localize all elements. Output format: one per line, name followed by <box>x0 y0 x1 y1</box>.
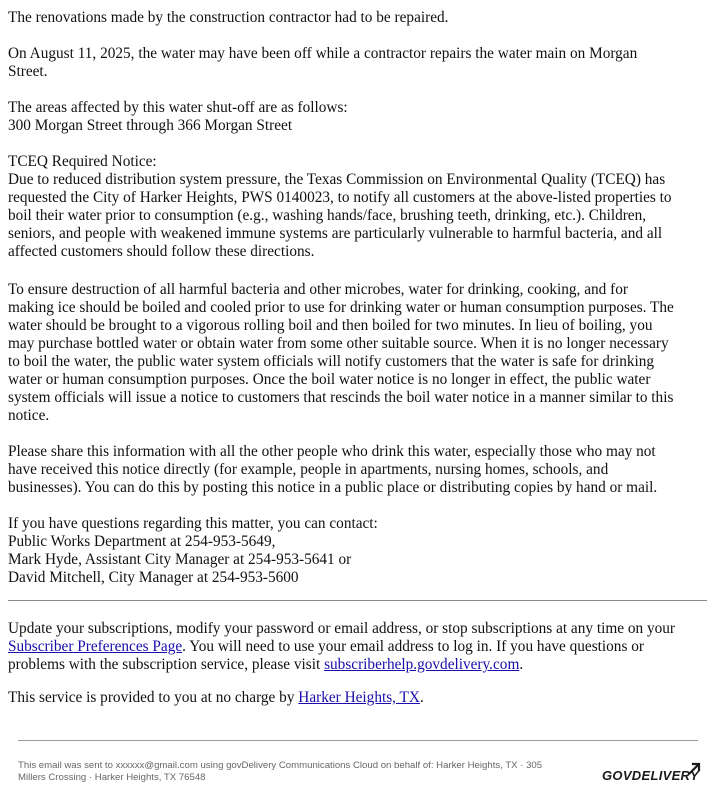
text-fragment: This service is provided to you at no charge by <box>8 689 299 706</box>
text-line: TCEQ Required Notice: <box>8 153 157 170</box>
text-line: system officials will issue a notice to customers that rescinds the boil water notice in a manner similar to this <box>8 389 674 406</box>
contact-city-manager: David Mitchell, City Manager at 254-953-5600 <box>8 569 299 586</box>
text-line: The renovations made by the construction contractor had to be repaired. <box>8 9 449 26</box>
boil-instructions-paragraph <box>8 281 674 425</box>
text-line: boil their water prior to consumption (e.g., washing hands/face, brushing teeth, drinking, etc.). Children, <box>8 207 647 224</box>
shutoff-date-paragraph <box>8 45 637 81</box>
footer-line: Millers Crossing · Harker Heights, TX 76548 <box>18 772 206 783</box>
text-line: Update your subscriptions, modify your password or email address, or stop subscriptions at any time on your <box>8 620 676 637</box>
tceq-notice-paragraph <box>8 153 672 261</box>
text-line: notice. <box>8 407 50 424</box>
subscriber-help-link[interactable]: subscriberhelp.govdelivery.com <box>324 656 520 673</box>
text-fragment: problems with the subscription service, please visit <box>8 656 325 673</box>
text-line: water or human consumption purposes. Once the boil water notice is no longer in effect, the public water <box>8 371 651 388</box>
text-line: requested the City of Harker Heights, PWS 0140023, to notify all customers at the above-listed properties to <box>8 189 672 206</box>
text-line: 300 Morgan Street through 366 Morgan Street <box>8 117 293 134</box>
text-line: If you have questions regarding this matter, you can contact: <box>8 515 378 532</box>
harker-heights-link[interactable]: Harker Heights, TX <box>298 689 420 706</box>
contact-assistant-city-manager: Mark Hyde, Assistant City Manager at 254-953-5641 or <box>8 551 352 568</box>
footer-text <box>18 760 578 784</box>
govdelivery-logo[interactable] <box>602 763 702 787</box>
text-line <box>8 689 424 707</box>
text-line <box>8 656 675 674</box>
text-line: Street. <box>8 63 48 80</box>
contacts-paragraph <box>8 515 378 587</box>
affected-areas-paragraph <box>8 99 348 135</box>
text-line: Please share this information with all the other people who drink this water, especially those who may not <box>8 443 656 460</box>
text-line: businesses). You can do this by posting this notice in a public place or distributing copies by hand or mail. <box>8 479 658 496</box>
provided-by-paragraph <box>8 689 424 707</box>
text-line: affected customers should follow these directions. <box>8 243 315 260</box>
intro-paragraph <box>8 9 448 27</box>
text-line: making ice should be boiled and cooled prior to use for drinking water or human consumption purposes. The <box>8 299 674 316</box>
subscription-paragraph <box>8 620 675 674</box>
text-line: On August 11, 2025, the water may have been off while a contractor repairs the water main on Morgan <box>8 45 638 62</box>
text-line: to boil the water, the public water system officials will notify customers that the water is safe for drinking <box>8 353 655 370</box>
text-line: To ensure destruction of all harmful bacteria and other microbes, water for drinking, cooking, and for <box>8 281 628 298</box>
text-line: may purchase bottled water or obtain water from some other suitable source. When it is no longer necessary <box>8 335 669 352</box>
footer-divider <box>18 740 698 741</box>
text-fragment: . <box>519 656 524 673</box>
text-fragment: . You will need to use your email address to log in. If you have questions or <box>182 638 644 655</box>
share-info-paragraph <box>8 443 657 497</box>
text-line: water should be brought to a vigorous rolling boil and then boiled for two minutes. In lieu of boiling, you <box>8 317 653 334</box>
text-line: have received this notice directly (for example, people in apartments, nursing homes, schools, and <box>8 461 609 478</box>
text-line: Due to reduced distribution system pressure, the Texas Commission on Environmental Quality (TCEQ) has <box>8 171 666 188</box>
divider <box>8 600 707 601</box>
text-line: seniors, and people with weakened immune systems are particularly vulnerable to harmful bacteria, and all <box>8 225 663 242</box>
logo-text: GOVDELIVERY <box>602 768 699 783</box>
text-line: The areas affected by this water shut-off are as follows: <box>8 99 348 116</box>
text-line <box>8 638 675 656</box>
footer-line: This email was sent to xxxxxx@gmail.com using govDelivery Communications Cloud on behalf of: Harker Heights, TX · 305 <box>18 760 543 771</box>
govdelivery-arrow-icon <box>688 761 702 775</box>
subscriber-preferences-link[interactable]: Subscriber Preferences Page <box>8 638 183 655</box>
contact-public-works: Public Works Department at 254-953-5649, <box>8 533 276 550</box>
text-fragment: . <box>419 689 424 706</box>
